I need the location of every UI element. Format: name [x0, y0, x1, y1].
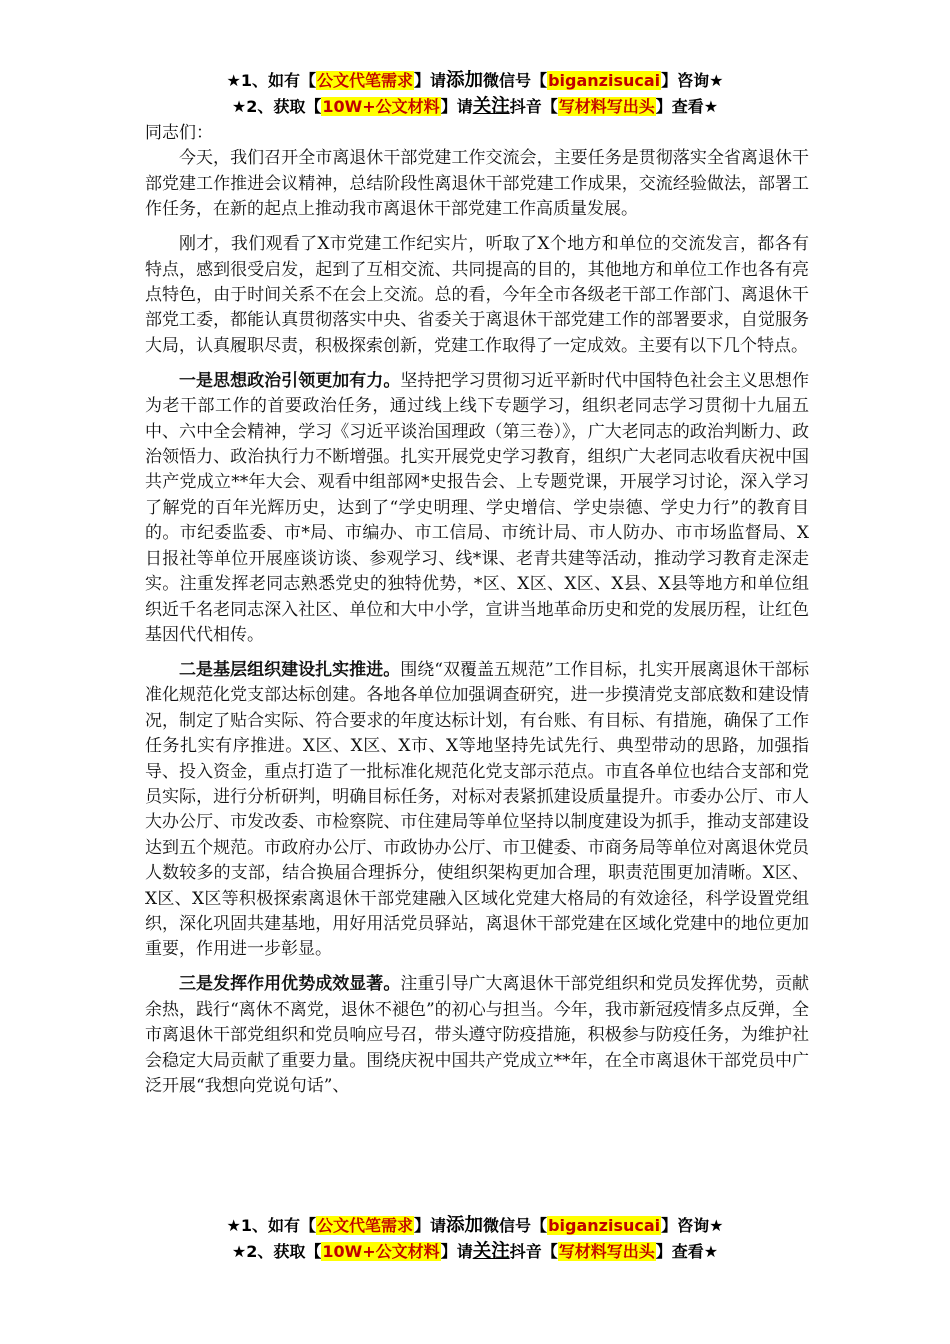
- paragraph-lead: 二是基层组织建设扎实推进。: [179, 659, 401, 680]
- top-notice-banner: [0, 68, 950, 120]
- bottom-notice-banner: [0, 1213, 950, 1265]
- paragraph-summary: 刚才，我们观看了X市党建工作纪实片，听取了X个地方和单位的交流发言，都各有特点，感到很受启发，起到了互相交流、共同提高的目的，其他地方和单位工作也各有亮点特色，由于时间关系不在会上交流。总的看，今年全市各级老干部工作部门、离退休干部党工委，都能认真贯彻落实中央、省委关于离退休干部党建工作的部署要求，自觉服务大局，认真履职尽责，积极探索创新，党建工作取得了一定成效。主要有以下几个特点。: [145, 234, 809, 356]
- notice-line-2: ★2、获取【10W+公文材料】请关注抖音【写材料写出头】查看★: [231, 96, 719, 117]
- highlight-materials: 10W+公文材料: [322, 97, 440, 116]
- highlight-douyin-account: 写材料写出头: [558, 97, 655, 116]
- salutation: 同志们：: [145, 123, 213, 143]
- highlight-wechat-id: biganzisucai: [548, 1216, 661, 1235]
- highlight-ghostwriting: 公文代笔需求: [317, 71, 414, 90]
- paragraph-lead: 一是思想政治引领更加有力。: [179, 370, 401, 391]
- paragraph-political-guidance: 一是思想政治引领更加有力。坚持把学习贯彻习近平新时代中国特色社会主义思想作为老干部工作的首要政治任务，通过线上线下专题学习，组织老同志学习贯彻十九届五中、六中全会精神，学习《习近平谈治国理政（第三卷）》，广大老同志的政治判断力、政治领悟力、政治执行力不断增强。扎实开展党史学习教育，组织广大老同志收看庆祝中国共产党成立**年大会、观看中组部网*史报告会、上专题党课，开展学习讨论，深入学习了解党的百年光辉历史，达到了“学史明理、学史增信、学史崇德、学史力行”的教育目的。市纪委监委、市*局、市编办、市工信局、市统计局、市人防办、市市场监督局、X日报社等单位开展座谈访谈、参观学习、线*课、老青共建等活动，推动学习教育走深走实。注重发挥老同志熟悉党史的独特优势，*区、X区、X区、X县、X县等地方和单位组织近千名老同志深入社区、单位和大中小学，宣讲当地革命历史和党的发展历程，让红色基因代代相传。: [145, 370, 810, 645]
- notice-line-2: ★2、获取【10W+公文材料】请关注抖音【写材料写出头】查看★: [231, 1241, 719, 1262]
- highlight-ghostwriting: 公文代笔需求: [317, 1216, 414, 1235]
- paragraph-lead: 三是发挥作用优势成效显著。: [179, 974, 401, 995]
- paragraph-play-role: 三是发挥作用优势成效显著。注重引导广大离退休干部党组织和党员发挥优势，贡献余热，践行“离休不离党，退休不褪色”的初心与担当。今年，我市新冠疫情多点反弹，全市离退休干部党组织和党员响应号召，带头遵守防疫措施，积极参与防疫任务，为维护社会稳定大局贡献了重要力量。围绕庆祝中国共产党成立**年，在全市离退休干部党员中广泛开展“我想向党说句话”、: [145, 974, 810, 1096]
- document-body: [145, 121, 809, 1109]
- paragraph-intro: 今天，我们召开全市离退休干部党建工作交流会，主要任务是贯彻落实全省离退休干部党建工作推进会议精神，总结阶段性离退休干部党建工作成果，交流经验做法，部署工作任务，在新的起点上推动我市离退休干部党建工作高质量发展。: [145, 148, 809, 220]
- notice-line-1: ★1、如有【公文代笔需求】请添加微信号【biganzisucai】咨询★: [226, 1215, 724, 1236]
- highlight-wechat-id: biganzisucai: [548, 71, 661, 90]
- paragraph-grassroots-organization: 二是基层组织建设扎实推进。围绕“双覆盖五规范”工作目标，扎实开展离退休干部标准化规范化党支部达标创建。各地各单位加强调查研究，进一步摸清党支部底数和建设情况，制定了贴合实际、符合要求的年度达标计划，有台账、有目标、有措施，确保了工作任务扎实有序推进。X区、X区、X市、X等地坚持先试先行、典型带动的思路，加强指导、投入资金，重点打造了一批标准化规范化党支部示范点。市直各单位也结合支部和党员实际，进行分析研判，明确目标任务，对标对表紧抓建设质量提升。市委办公厅、市人大办公厅、市发改委、市检察院、市住建局等单位坚持以制度建设为抓手，推动支部建设达到五个规范。市政府办公厅、市政协办公厅、市卫健委、市商务局等单位对离退休党员人数较多的支部，结合换届合理拆分，使组织架构更加合理，职责范围更加清晰。X区、X区、X区等积极探索离退休干部党建融入区域化党建大格局的有效途径，科学设置党组织，深化巩固共建基地，用好用活党员驿站，离退休干部党建在区域化党建中的地位更加重要，作用进一步彰显。: [145, 659, 809, 960]
- highlight-douyin-account: 写材料写出头: [558, 1242, 655, 1261]
- notice-line-1: ★1、如有【公文代笔需求】请添加微信号【biganzisucai】咨询★: [226, 70, 724, 91]
- highlight-materials: 10W+公文材料: [322, 1242, 440, 1261]
